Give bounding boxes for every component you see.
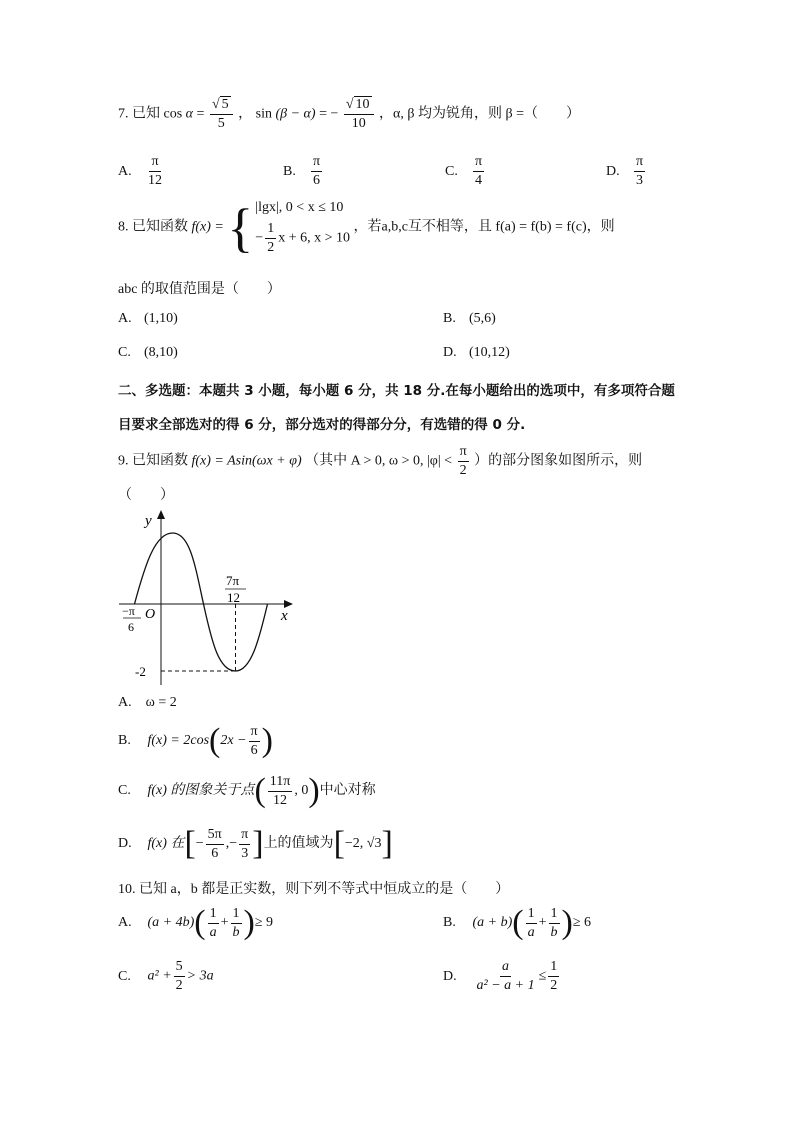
q7-number: 7. — [118, 106, 129, 122]
piecewise-function: { |lgx|, 0 < x ≤ 10 − $\frac{1}{2}$ x + 6, x > 10 — [227, 197, 350, 258]
q10-option-a[interactable]: A. (a + 4b)( $\frac{1}{a}$ + $\frac{1}{b}$ )≥ 9 — [118, 904, 274, 941]
sine-graph — [115, 505, 305, 690]
q9-number: 9. — [118, 453, 129, 469]
q8-option-c[interactable]: C. (8,10) — [118, 345, 178, 360]
x-axis-label: x — [281, 608, 288, 624]
q8-number: 8. — [118, 219, 129, 235]
q9-stem: 9. 已知函数 f(x) = Asin(ωx + φ) （其中 A > 0, ω > 0, |φ| < $\frac{\pi}{2}$ ）的部分图象如图所示，则 — [118, 444, 643, 478]
x-axis-arrow — [284, 600, 293, 608]
tick-label-right-den: 12 — [227, 590, 240, 605]
q10-option-b[interactable]: B. (a + b)( $\frac{1}{a}$ + $\frac{1}{b}$ )≥ 6 — [443, 904, 592, 941]
q8-stem: 8. 已知函数 f(x) = { |lgx|, 0 < x ≤ 10 − $\frac{1}{2}$ x + 6, x > 10 ，若a,b,c互不相等，且 f(a) = f(b) = f(c)，则 — [118, 197, 615, 258]
section-heading-line2: 目要求全部选对的得 6 分，部分选对的得部分分，有选错的得 0 分. — [118, 417, 526, 433]
q7-stem: 7. 已知 cos α = $\frac{√ 5}{5}$ ， sin (β − α) = − $\frac{√ 10}{10}$ ，α, β 均为锐角，则 β =（ ） — [118, 97, 581, 131]
q8-stem-line2: abc 的取值范围是（ ） — [118, 282, 281, 297]
q7-option-c[interactable]: C. $\frac{\pi}{4}$ — [445, 154, 483, 188]
q9-answer-paren: （ ） — [118, 488, 174, 503]
fraction: $\frac{√ 10}{10}$ — [344, 98, 374, 131]
origin-label: O — [145, 607, 156, 622]
q8-option-a[interactable]: A. (1,10) — [118, 311, 178, 326]
y-axis-label: y — [145, 513, 152, 529]
y-axis-arrow — [157, 510, 165, 519]
q9-option-a[interactable]: A. ω = 2 — [118, 695, 177, 710]
q9-option-b[interactable]: B. f(x) = 2cos(2x − $\frac{\pi}{6}$ ) — [118, 722, 273, 759]
fraction: $\frac{√ 5}{5}$ — [210, 98, 233, 131]
q7-option-d[interactable]: D. $\frac{\pi}{3}$ — [606, 154, 644, 188]
q9-option-d[interactable]: D. f(x) 在[− $\frac{5\pi}{6}$ ,− $\frac{\pi}{3}$ ]上的值域为[−2, √3] — [118, 825, 393, 862]
min-value-label: -2 — [135, 664, 146, 679]
q7-option-b[interactable]: B. $\frac{\pi}{6}$ — [283, 154, 321, 188]
q7-option-a[interactable]: A. $\frac{\pi}{12}$ — [118, 154, 162, 188]
tick-label-left-den: 6 — [128, 620, 134, 634]
sine-curve — [135, 533, 268, 671]
q8-option-d[interactable]: D. (10,12) — [443, 345, 510, 360]
section-heading: 二、多选题：本题共 3 小题，每小题 6 分，共 18 分.在每小题给出的选项中，有多项符合题 — [118, 383, 675, 399]
tick-label-left-num: −π — [122, 604, 135, 618]
q10-stem: 10. 已知 a，b 都是正实数，则下列不等式中恒成立的是（ ） — [118, 882, 510, 897]
tick-label-right-num: 7π — [226, 573, 240, 588]
q10-option-d[interactable]: D. $\frac{a}{\text{a² − a + 1}}$ ≤ $\frac{1}{2}$ — [443, 959, 558, 993]
q10-number: 10. — [118, 882, 136, 897]
q10-option-c[interactable]: C. a² + $\frac{5}{2}$ > 3a — [118, 959, 214, 993]
q8-option-b[interactable]: B. (5,6) — [443, 311, 496, 326]
q9-option-c[interactable]: C. f(x) 的图象关于点( $\frac{11\pi}{12}$ , 0)中心对称 — [118, 772, 376, 809]
